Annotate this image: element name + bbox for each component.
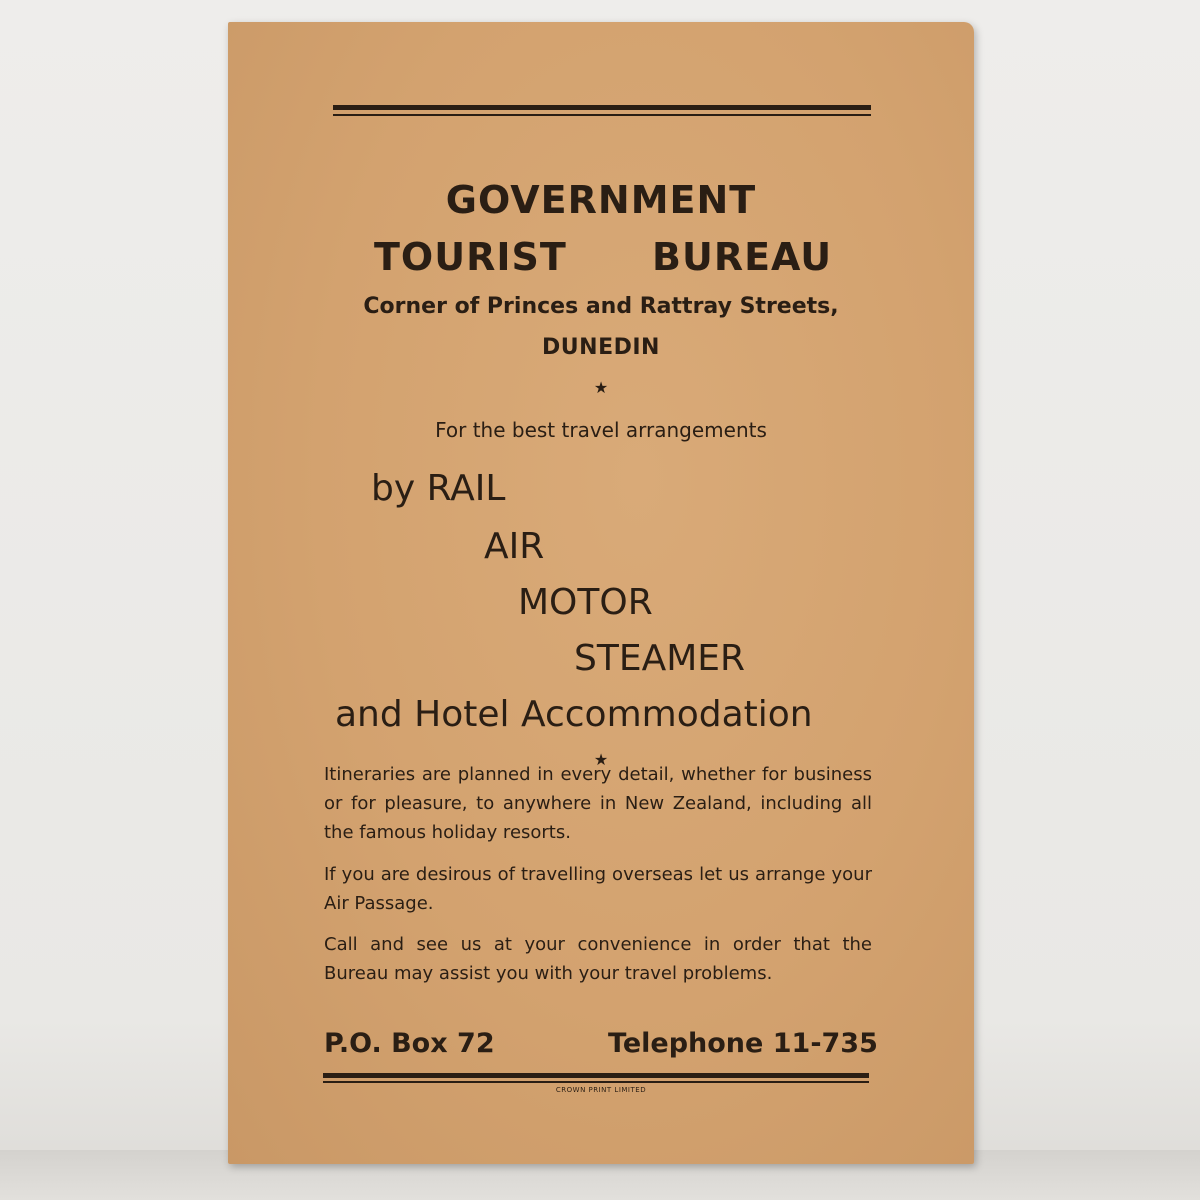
telephone: Telephone 11-735	[608, 1028, 878, 1059]
bottom-rule-thin	[323, 1081, 869, 1083]
heading-tourist: TOURIST	[374, 235, 567, 279]
mode-motor: MOTOR	[518, 582, 653, 623]
bottom-rule-thick	[323, 1073, 869, 1078]
mode-steamer: STEAMER	[574, 638, 746, 679]
city-line: DUNEDIN	[542, 335, 660, 360]
mode-rail: by RAIL	[371, 468, 506, 509]
address-line: Corner of Princes and Rattray Streets,	[363, 294, 839, 319]
top-rule-thin	[333, 114, 871, 116]
star-divider-1: ★	[593, 378, 609, 397]
paragraph-itineraries: Itineraries are planned in every detail, whether for business or for pleasure, to anywhere in New Zealand, including all the famous holiday resorts.	[324, 764, 872, 843]
paragraph-call: Call and see us at your convenience in order that the Bureau may assist you with your travel problems.	[324, 934, 872, 984]
heading-bureau: BUREAU	[652, 235, 833, 279]
printer-imprint: CROWN PRINT LIMITED	[555, 1086, 647, 1094]
hotel-accommodation: and Hotel Accommodation	[335, 694, 813, 735]
mode-air: AIR	[484, 526, 545, 567]
po-box: P.O. Box 72	[324, 1028, 495, 1059]
leaflet-page	[228, 22, 974, 1164]
paragraph-overseas: If you are desirous of travelling overseas let us arrange your Air Passage.	[324, 864, 872, 914]
intro-text: For the best travel arrangements	[435, 418, 767, 442]
star-divider-2: ★	[593, 750, 609, 769]
top-rule-thick	[333, 105, 871, 110]
heading-government: GOVERNMENT	[445, 178, 757, 222]
